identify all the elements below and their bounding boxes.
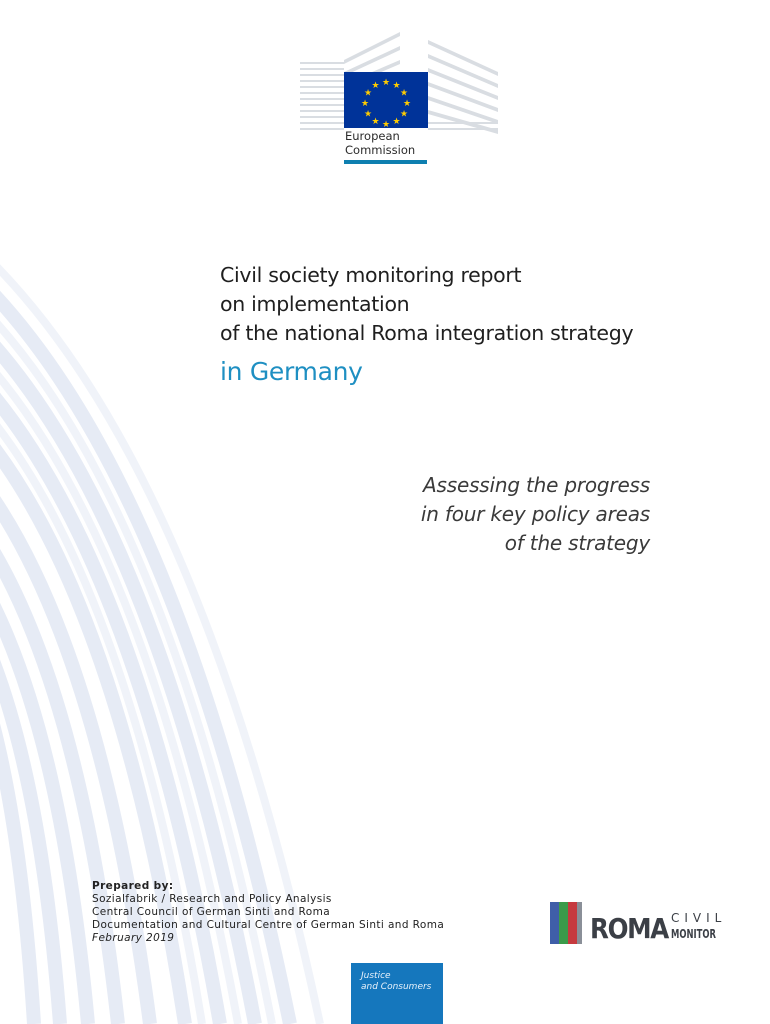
roma-logo-word: ROMA bbox=[590, 912, 670, 945]
ec-logo-text-line1: European bbox=[345, 129, 400, 143]
report-subtitle-line-1: Assessing the progress bbox=[423, 473, 650, 497]
prepared-by-org-1: Sozialfabrik / Research and Policy Analysis bbox=[92, 893, 332, 905]
ec-logo-text-line2: Commission bbox=[345, 143, 416, 157]
prepared-by-org-2: Central Council of German Sinti and Roma bbox=[92, 906, 331, 918]
report-title-line-1: Civil society monitoring report bbox=[220, 263, 522, 287]
svg-text:★: ★ bbox=[381, 78, 391, 88]
monitor-logo-word: MONITOR bbox=[671, 927, 716, 941]
svg-text:★: ★ bbox=[360, 99, 370, 109]
publication-date: February 2019 bbox=[92, 932, 175, 944]
svg-text:★: ★ bbox=[402, 99, 412, 109]
roma-flag-blue-bar bbox=[550, 902, 559, 944]
dg-name-line1: Justice bbox=[361, 971, 391, 981]
report-subtitle-line-2: in four key policy areas bbox=[420, 502, 650, 526]
svg-text:★: ★ bbox=[363, 88, 373, 99]
report-subtitle-line-3: of the strategy bbox=[504, 531, 650, 555]
civil-logo-word: CIVIL bbox=[671, 911, 727, 925]
roma-flag-red-bar bbox=[568, 902, 577, 944]
svg-text:★: ★ bbox=[371, 117, 380, 127]
roma-civil-monitor-logo bbox=[548, 900, 727, 946]
svg-text:★: ★ bbox=[392, 81, 401, 91]
report-title-line-3: of the national Roma integration strategy bbox=[220, 321, 634, 345]
svg-text:★: ★ bbox=[371, 81, 380, 91]
ec-logo-underline bbox=[344, 160, 427, 164]
svg-text:★: ★ bbox=[399, 109, 409, 120]
svg-text:★: ★ bbox=[363, 109, 373, 120]
roma-flag-green-bar bbox=[559, 902, 568, 944]
dg-name-line2: and Consumers bbox=[361, 982, 432, 992]
svg-text:★: ★ bbox=[381, 120, 391, 130]
report-title-line-2: on implementation bbox=[220, 292, 410, 316]
prepared-by-label: Prepared by: bbox=[92, 880, 174, 892]
roma-flag-shadow-bar bbox=[577, 902, 582, 944]
svg-text:★: ★ bbox=[399, 88, 409, 99]
report-country: in Germany bbox=[220, 357, 363, 386]
prepared-by-org-3: Documentation and Cultural Centre of German Sinti and Roma bbox=[92, 919, 445, 931]
svg-text:★: ★ bbox=[392, 117, 401, 127]
